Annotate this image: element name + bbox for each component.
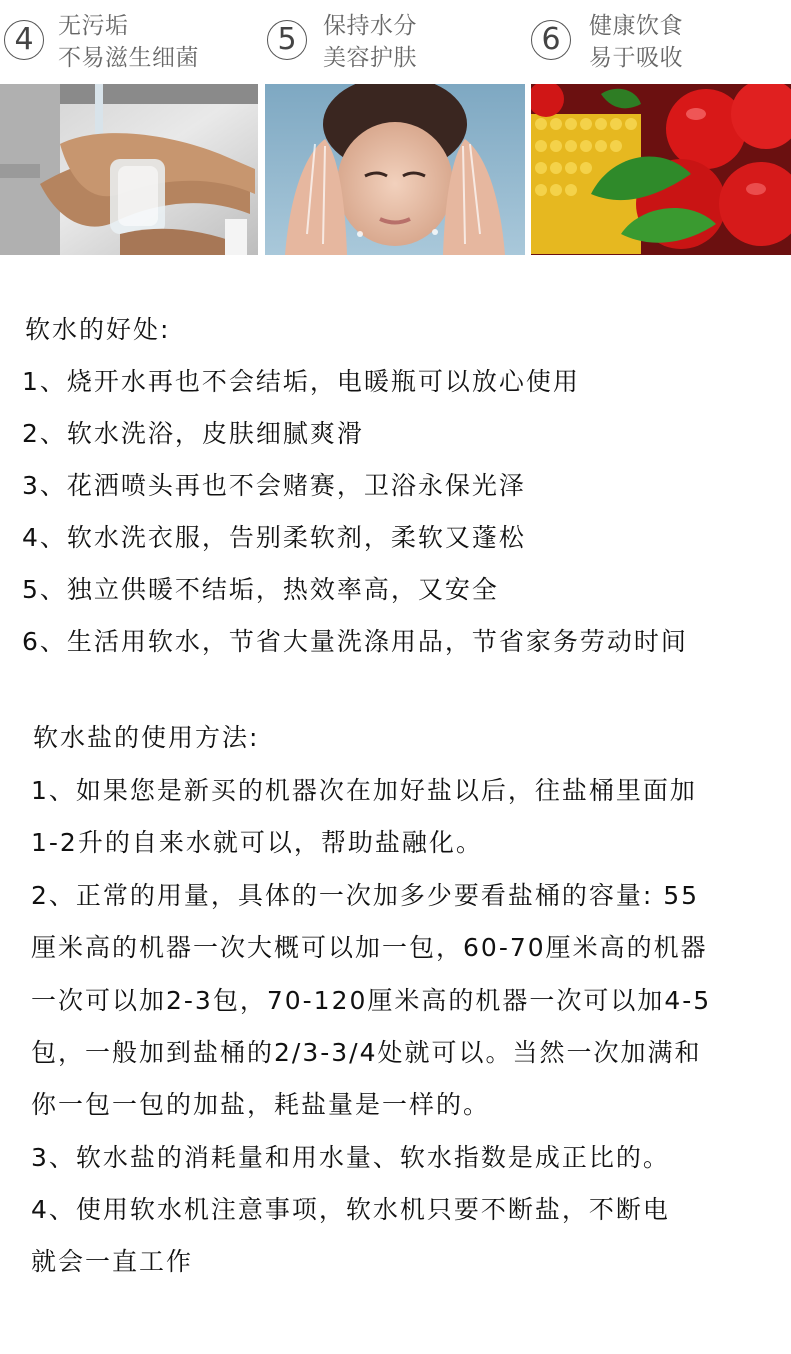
benefit-moisture xyxy=(263,0,525,255)
benefit-header xyxy=(527,6,789,78)
vegetables-photo xyxy=(531,84,791,255)
benefit-healthy-diet xyxy=(527,0,791,255)
paragraph-line: 1-2升的自来水就可以，帮助盐融化。 xyxy=(31,828,483,857)
paragraph-line: 你一包一包的加盐，耗盐量是一样的。 xyxy=(31,1090,491,1119)
paragraph-line: 4、使用软水机注意事项，软水机只要不断盐，不断电 xyxy=(31,1195,670,1224)
paragraph-line: 就会一直工作 xyxy=(31,1247,194,1276)
benefits-row xyxy=(0,0,791,255)
paragraph-line: 厘米高的机器一次大概可以加一包，60-70厘米高的机器 xyxy=(31,933,708,962)
list-item: 4、软水洗衣服，告别柔软剂，柔软又蓬松 xyxy=(22,523,526,552)
benefit-caption xyxy=(58,10,199,74)
number-badge: 4 xyxy=(4,20,44,60)
benefit-header xyxy=(0,6,262,78)
washing-glass-under-tap-photo xyxy=(0,84,258,255)
benefit-caption-line1: 保持水分 xyxy=(323,13,417,39)
benefit-caption xyxy=(323,10,417,74)
list-item: 3、花洒喷头再也不会赌赛，卫浴永保光泽 xyxy=(22,471,526,500)
number-badge: 5 xyxy=(267,20,307,60)
benefit-header xyxy=(263,6,525,78)
benefit-caption-line1: 无污垢 xyxy=(58,13,129,39)
paragraph-line: 一次可以加2-3包，70-120厘米高的机器一次可以加4-5 xyxy=(31,986,712,1015)
number-badge: 6 xyxy=(531,20,571,60)
section-title: 软水盐的使用方法: xyxy=(33,723,260,752)
section-title: 软水的好处: xyxy=(25,315,171,344)
list-item: 5、独立供暖不结垢，热效率高，又安全 xyxy=(22,575,499,604)
list-item: 6、生活用软水，节省大量洗涤用品，节省家务劳动时间 xyxy=(22,627,688,656)
benefit-no-scale xyxy=(0,0,262,255)
benefit-caption-line2: 美容护肤 xyxy=(323,45,417,71)
list-item: 1、烧开水再也不会结垢，电暖瓶可以放心使用 xyxy=(22,367,580,396)
paragraph-line: 1、如果您是新买的机器次在加好盐以后，往盐桶里面加 xyxy=(31,776,697,805)
paragraph-line: 包，一般加到盐桶的2/3-3/4处就可以。当然一次加满和 xyxy=(31,1038,702,1067)
paragraph-line: 3、软水盐的消耗量和用水量、软水指数是成正比的。 xyxy=(31,1143,670,1172)
benefit-caption xyxy=(589,10,683,74)
benefit-caption-line2: 易于吸收 xyxy=(589,45,683,71)
face-washing-photo xyxy=(265,84,525,255)
list-item: 2、软水洗浴，皮肤细腻爽滑 xyxy=(22,419,364,448)
benefit-caption-line1: 健康饮食 xyxy=(589,13,683,39)
paragraph-line: 2、正常的用量，具体的一次加多少要看盐桶的容量: 55 xyxy=(31,881,700,910)
benefit-caption-line2: 不易滋生细菌 xyxy=(58,45,199,71)
